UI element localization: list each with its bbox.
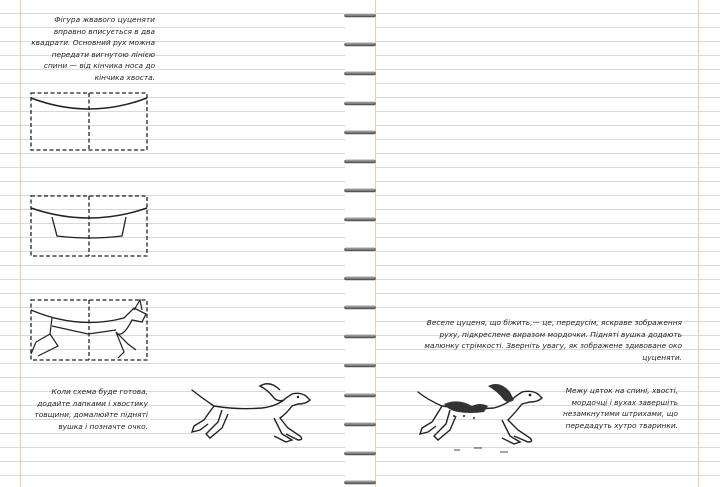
- spiral-ring: [340, 187, 380, 194]
- left-margin-line: [20, 0, 21, 487]
- spiral-ring: [340, 216, 380, 223]
- step1-construction-diagram: [30, 90, 150, 152]
- left-caption-text: Коли схема буде готова, додайте лапками і хвостику товщини, домалюйте підняті вушка і позначте очко.: [34, 387, 148, 431]
- step2-construction-diagram: [30, 194, 150, 258]
- spiral-ring: [340, 158, 380, 165]
- spiral-ring: [340, 41, 380, 48]
- spiral-ring: [340, 70, 380, 77]
- spiral-ring: [340, 129, 380, 136]
- spiral-ring: [340, 304, 380, 311]
- spotted-puppy-drawing: [414, 376, 554, 456]
- outline-puppy-drawing: [188, 376, 318, 446]
- spiral-ring: [340, 479, 380, 486]
- right-caption-text: Межу цяток на спині, хвості, мордочці і вухах завершіть незамкнутими штрихами, що передадуть хутро тваринки.: [563, 386, 678, 430]
- spiral-ring: [340, 12, 380, 19]
- spiral-ring: [340, 100, 380, 107]
- spiral-ring: [340, 450, 380, 457]
- spiral-ring: [340, 362, 380, 369]
- right-intro-text: Веселе цуценя, що біжить,— це, передусім, яскраве зображення руху, підкреслене виразом мордочки. Підняті вушка додають малюнку стрімкості. Зверніть увагу, як зображене здивоване око цуценяти.: [424, 318, 682, 362]
- spiral-ring: [340, 275, 380, 282]
- left-intro-text: Фігура жвавого цуценяти вправно вписується в два квадрати. Основний рух можна передати вигнутою лінією спини — від кінчика носа до кінчика хвоста.: [31, 15, 155, 82]
- step3-construction-diagram: [28, 296, 158, 364]
- spiral-ring: [340, 333, 380, 340]
- spiral-ring: [340, 421, 380, 428]
- spiral-ring: [340, 246, 380, 253]
- spiral-ring: [340, 392, 380, 399]
- right-margin-line: [698, 0, 699, 487]
